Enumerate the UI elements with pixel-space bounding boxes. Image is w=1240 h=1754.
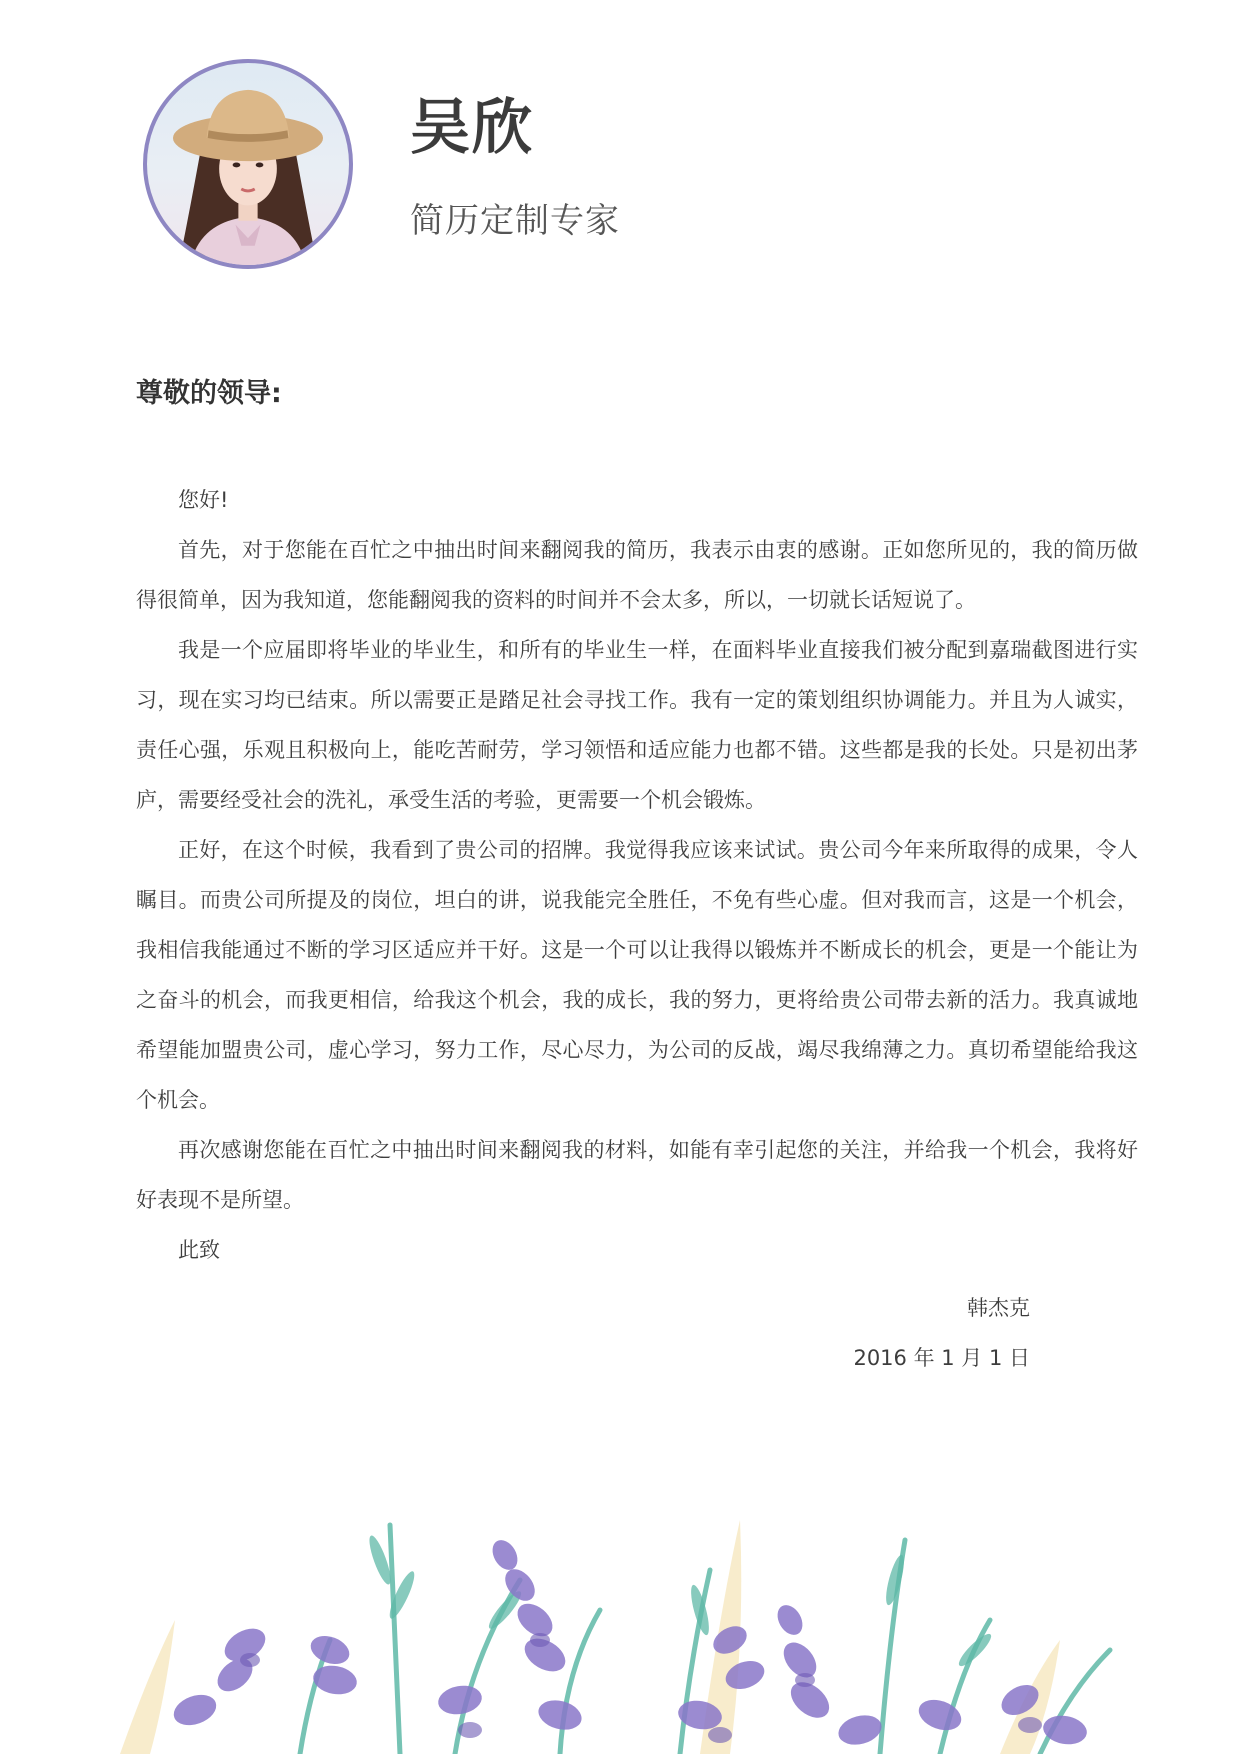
applicant-title: 简历定制专家 xyxy=(410,201,620,241)
paragraph-regards: 此致 xyxy=(178,1238,220,1262)
paragraph-introduction: 我是一个应届即将毕业的毕业生，和所有的毕业生一样，在面料毕业直接我们被分配到嘉瑞截图进行实习，现在实习均已结束。所以需要正是踏足社会寻找工作。我有一定的策划组织协调能力。并且为人诚实，责任心强，乐观且积极向上，能吃苦耐劳，学习领悟和适应能力也都不错。这些都是我的长处。只是初出茅庐，需要经受社会的洗礼，承受生活的考验，更需要一个机会锻炼。 xyxy=(136,638,1138,812)
letter-body xyxy=(136,475,1138,1275)
signer-name: 韩杰克 xyxy=(967,1296,1030,1320)
paragraph-closing: 再次感谢您能在百忙之中抽出时间来翻阅我的材料，如能有幸引起您的关注，并给我一个机会，我将好好表现不是所望。 xyxy=(136,1138,1138,1212)
letter-date: 2016 年 1 月 1 日 xyxy=(853,1346,1030,1370)
avatar xyxy=(143,59,353,269)
portrait-photo-icon xyxy=(147,63,349,265)
paragraph-greeting: 您好! xyxy=(178,488,229,512)
applicant-name: 吴欣 xyxy=(410,93,534,163)
paragraph-motivation: 正好，在这个时候，我看到了贵公司的招牌。我觉得我应该来试试。贵公司今年来所取得的成果，令人瞩目。而贵公司所提及的岗位，坦白的讲，说我能完全胜任，不免有些心虚。但对我而言，这是一个机会，我相信我能通过不断的学习区适应并干好。这是一个可以让我得以锻炼并不断成长的机会，更是一个能让为之奋斗的机会，而我更相信，给我这个机会，我的成长，我的努力，更将给贵公司带去新的活力。我真诚地希望能加盟贵公司，虚心学习，努力工作，尽心尽力，为公司的反战，竭尽我绵薄之力。真切希望能给我这个机会。 xyxy=(136,838,1138,1112)
floral-decoration xyxy=(0,1500,1240,1754)
signature-block xyxy=(853,1283,1030,1383)
salutation: 尊敬的领导: xyxy=(136,378,282,409)
paragraph-thanks: 首先，对于您能在百忙之中抽出时间来翻阅我的简历，我表示由衷的感谢。正如您所见的，我的简历做得很简单，因为我知道，您能翻阅我的资料的时间并不会太多，所以，一切就长话短说了。 xyxy=(136,538,1138,612)
lavender-flowers-icon xyxy=(0,1500,1240,1754)
